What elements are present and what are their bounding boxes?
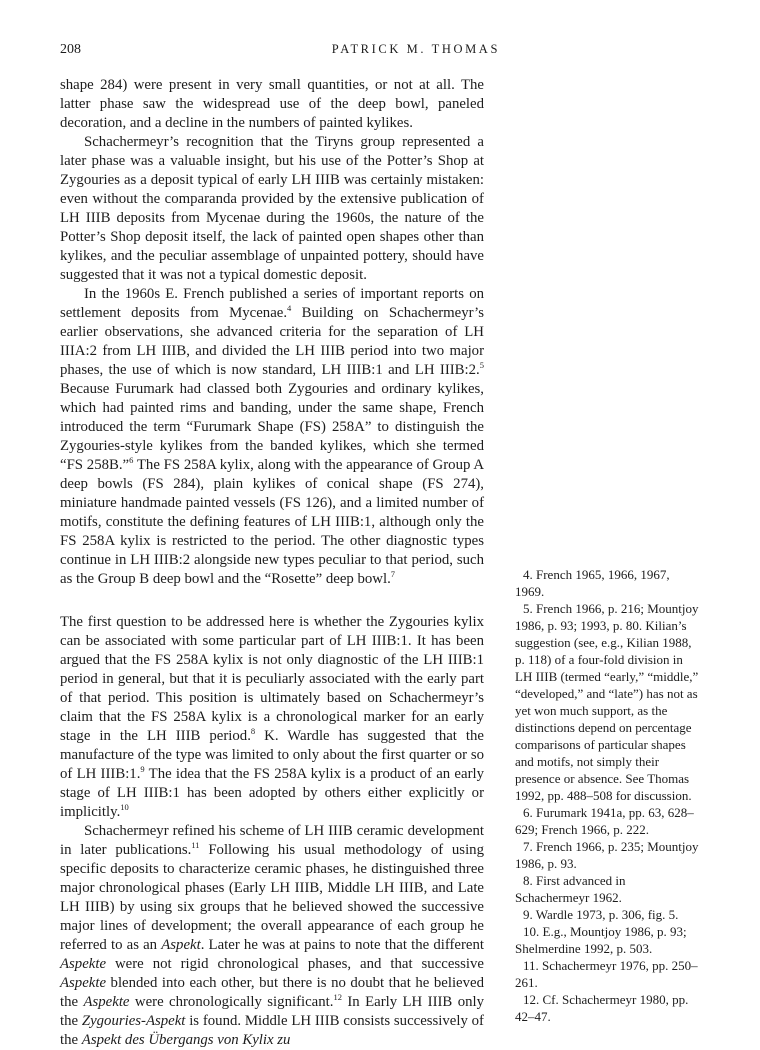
footnote-ref-6: 6 <box>129 455 134 466</box>
footnote-6: 6. Furumark 1941a, pp. 63, 628–629; French 1966, p. 222. <box>515 805 694 837</box>
running-head-author: PATRICK M. THOMAS <box>331 42 500 56</box>
footnote-ref-12: 12 <box>333 992 342 1003</box>
footnote-ref-8: 8 <box>250 726 256 737</box>
body-paragraph-2: Schachermeyr’s recognition that the Tiryns group represented a later phase was a valuable insight, but his use of the Potter’s Shop at Zygouries as a deposit typical of early LH IIIB was certainly mistaken: even without the comparanda provided by the extensive publication of LH IIIB deposits from Mycenae during the 1960s, the nature of the Potter’s Shop deposit itself, the lack of painted open shapes other than kylikes, and the peculiar assemblage of unpainted pottery, should have suggested that it was not a typical domestic deposit. <box>60 134 484 283</box>
footnote-ref-10: 10 <box>120 802 129 813</box>
footnote-4: 4. French 1965, 1966, 1967, 1969. <box>515 567 670 599</box>
footnotes-column <box>505 566 700 1025</box>
page-number: 208 <box>60 42 81 57</box>
footnote-8: 8. First advanced in Schachermeyr 1962. <box>515 873 626 905</box>
body-paragraph-3: In the 1960s E. French published a series of important reports on settlement deposits from Mycenae.$^4$ Building on Schachermeyr’s earlier observations, she advanced criteria for the separation of LH IIIA:2 from LH IIIB, and divided the LH IIIB period into two major phases, the use of which is now standard, LH IIIB:1 and LH IIIB:2.$^5$ Because Furumark had classed both Zygouries and ordinary kylikes, which had painted rims and banding, under the same shape, French introduced the term “Furumark Shape (FS) 258A” to distinguish the Zygouries-style kylikes from the banded kylikes, which she termed “FS 258B.”$^6$ The FS 258A kylix, along with the appearance of Group A deep bowls (FS 284), plain kylikes of conical shape (FS 274), miniature handmade painted vessels (FS 126), and a limited number of motifs, constitute the defining features of LH IIIB:1, although only the FS 258A kylix is restricted to the period. The other diagnostic types continue in LH IIIB:2 alongside new types peculiar to that period, such as the Group B deep bowl and the “Rosette” deep bowl.$^7$ <box>60 286 485 587</box>
running-header <box>60 42 500 62</box>
main-text-column <box>60 76 484 1050</box>
footnote-ref-5: 5 <box>479 360 484 371</box>
footnote-10: 10. E.g., Mountjoy 1986, p. 93; Shelmerdine 1992, p. 503. <box>515 924 687 956</box>
footnote-ref-9: 9 <box>140 764 145 775</box>
body-paragraph-5: Schachermeyr refined his scheme of LH IIIB ceramic development in later publications.$^{11}$ Following his usual methodology of using specific deposits to characterize ceramic phases, he distinguished three major chronological phases (Early LH IIIB, Middle LH IIIB, and Late LH IIIB) by using six groups that he believed showed the successive major lines of development; the overall appearance of each group he referred to as an Aspekt. Later he was at pains to note that the different Aspekte were not rigid chronological phases, and that successive Aspekte blended into each other, but there is no doubt that he believed the Aspekte were chronologically significant.$^{12}$ In Early LH IIIB only the Zygouries-Aspekt is found. Middle LH IIIB consists successively of the Aspekt des Übergangs von Kylix zu <box>60 823 484 1048</box>
footnote-ref-7: 7 <box>390 569 396 580</box>
footnote-12: 12. Cf. Schachermeyr 1980, pp. 42–47. <box>515 992 689 1024</box>
footnote-9: 9. Wardle 1973, p. 306, fig. 5. <box>523 907 679 922</box>
footnote-ref-11: 11 <box>191 840 200 851</box>
footnote-7: 7. French 1966, p. 235; Mountjoy 1986, p. 93. <box>515 839 699 871</box>
body-paragraph-1: shape 284) were present in very small quantities, or not at all. The latter phase saw the widespread use of the deep bowl, paneled decoration, and a decline in the numbers of painted kylikes. <box>60 77 484 131</box>
footnote-11: 11. Schachermeyr 1976, pp. 250–261. <box>515 958 698 990</box>
footnote-ref-4: 4 <box>287 303 292 314</box>
body-paragraph-4: The first question to be addressed here is whether the Zygouries kylix can be associated with some particular part of LH IIIB:1. It has been argued that the FS 258A kylix is not only diagnostic of the LH IIIB:1 period in general, but that it is peculiarly associated with the early part of that period. This position is ultimately based on Schachermeyr’s claim that the FS 258A kylix is a chronological marker for an early stage in the LH IIIB period.$^8$ K. Wardle has suggested that the manufacture of the type was limited to only about the first quarter or so of LH IIIB:1.$^9$ The idea that the FS 258A kylix is a product of an early stage of LH IIIB:1 has been adopted by others either explicitly or implicitly.$^{10}$ <box>60 614 485 820</box>
footnote-5: 5. French 1966, p. 216; Mountjoy 1986, p. 93; 1993, p. 80. Kilian’s suggestion (see, e.g., Kilian 1988, p. 118) of a four-fold division in LH IIIB (termed “early,” “middle,” “developed,” and “late”) has not as yet won much support, as the distinctions depend on percentage comparisons of particular shapes and motifs, not simply their presence or absence. See Thomas 1992, pp. 488–508 for discussion. <box>515 601 699 803</box>
